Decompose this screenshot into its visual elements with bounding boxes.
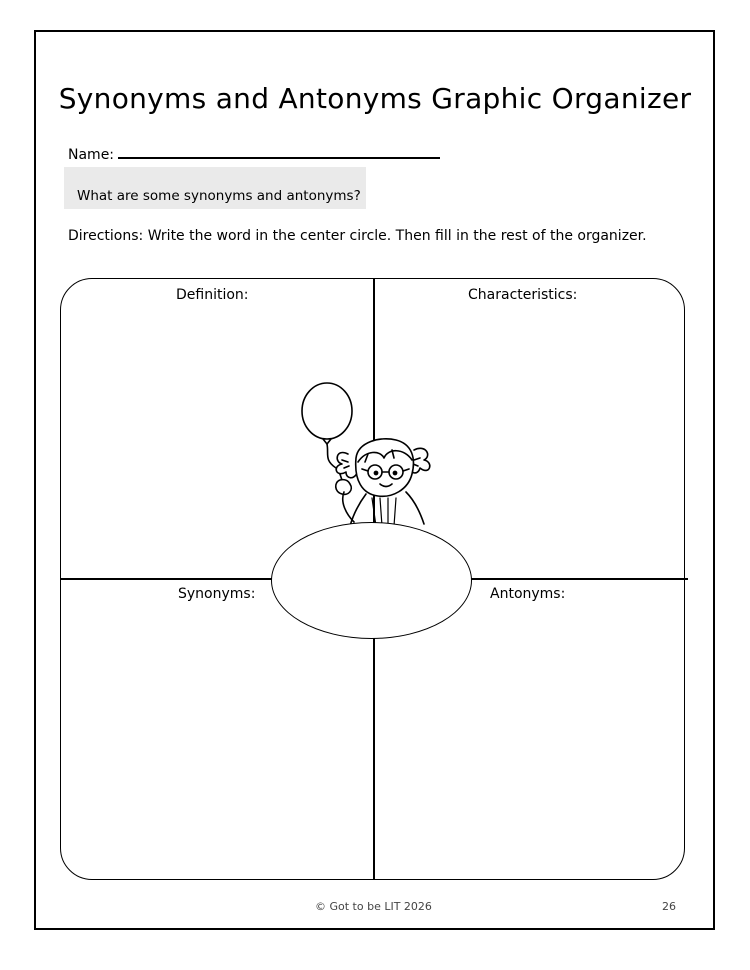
name-row bbox=[68, 143, 440, 163]
page-number: 26 bbox=[662, 900, 676, 913]
directions-text: Directions: Write the word in the center circle. Then fill in the rest of the organizer. bbox=[68, 228, 647, 244]
name-field[interactable] bbox=[118, 143, 440, 159]
synonyms-label: Synonyms: bbox=[178, 586, 256, 602]
characteristics-label: Characteristics: bbox=[468, 287, 578, 303]
antonyms-label: Antonyms: bbox=[490, 586, 566, 602]
center-word-oval[interactable] bbox=[271, 522, 472, 639]
name-label: Name: bbox=[68, 147, 115, 163]
question-box: What are some synonyms and antonyms? bbox=[64, 167, 366, 209]
page-title: Synonyms and Antonyms Graphic Organizer bbox=[58, 82, 692, 115]
copyright-text: © Got to be LIT 2026 bbox=[315, 900, 432, 913]
definition-label: Definition: bbox=[176, 287, 249, 303]
girl-with-balloon-icon bbox=[296, 380, 442, 528]
